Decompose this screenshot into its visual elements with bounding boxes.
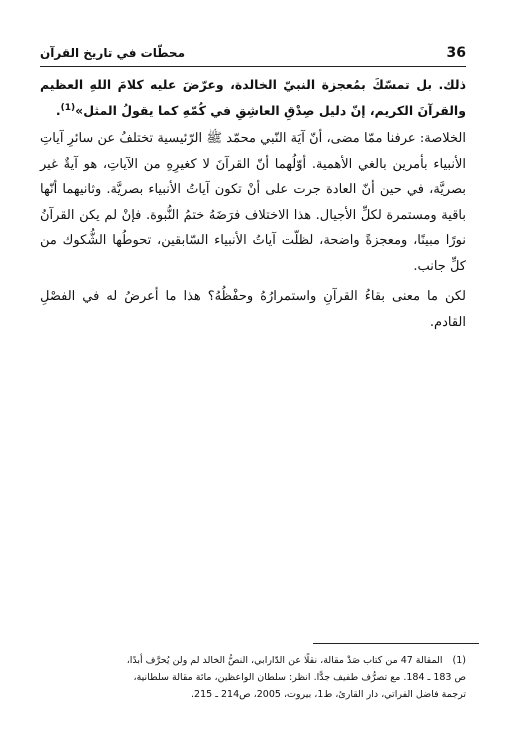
paragraph-1-end: .: [55, 102, 61, 118]
footnote-line-2: ص 183 ـ 184. مع تصرُّف طفيف جدًّا. انظر: سلطان الواعظين، مائة مقالة سلطانية،: [133, 672, 466, 683]
footnote-divider: [313, 643, 479, 644]
body-text: [40, 72, 466, 335]
paragraph-1-text: ذلك. بل تمسّكَ بمُعجزة النبيّ الخالدة، وعرّضَ عليه كلامَ اللهِ العظيم والقرآنَ الكريم، إنّ دليل صِدْقِ العاشِقِ في كُمّهِ كما يقولُ المثل»: [40, 77, 466, 118]
running-title: محطّات في تاريخ القرآن: [40, 46, 186, 60]
footnote-number: (1): [452, 655, 466, 666]
paragraph-3: لكن ما معنى بقاءُ القرآنِ واستمرارُهُ وحفْظُهُ؟ هذا ما أعرضُ له في الفصْلِ القادم.: [40, 289, 466, 330]
footnote-line-3: ترجمة فاضل الفراتي، دار القارئ، ط1، بيروت، 2005، ص214 ـ 215.: [191, 689, 466, 700]
page-number: 36: [446, 45, 466, 61]
footnote-line-1: [40, 652, 466, 669]
paragraph-1: [40, 72, 466, 123]
footnote-text-1: المقالة 47 من كتاب صَدْ مقالة، نقلًا عن الدّارابي، النصُّ الخالد لم ولن يُحرَّف أبدًا،: [126, 655, 443, 666]
page-header: [40, 44, 466, 67]
paragraph-2: الخلاصة: عرفنا ممّا مضى، أنّ آيَة النّبي محمّد ﷺ الرّئيسية تختلفُ عن سائرِ آياتِ الأنبياء بأمرين بالغي الأهمية. أوّلُهما أنّ القرآنَ لا كغيرِهِ من الآياتِ، هو آيةٌ غير بصريَّة، في حين أنّ العادة جرت على أنْ تكون آياتُ الأنبياء بصريَّة. وثانيهما أنّها باقية ومستمرة لكلِّ الأجيال. هذا الاختلاف فرَضَهُ ختمُ النُّبوة. فإنْ لم يكن القرآنُ نورًا مبينًا، ومعجزةً واضحة، لظلّت آياتُ الأنبياء السّابقين، تحوطُها الشُّكوك من كلِّ جانب.: [40, 131, 466, 274]
footnotes: [40, 652, 466, 703]
footnote-reference: (1): [60, 102, 76, 113]
